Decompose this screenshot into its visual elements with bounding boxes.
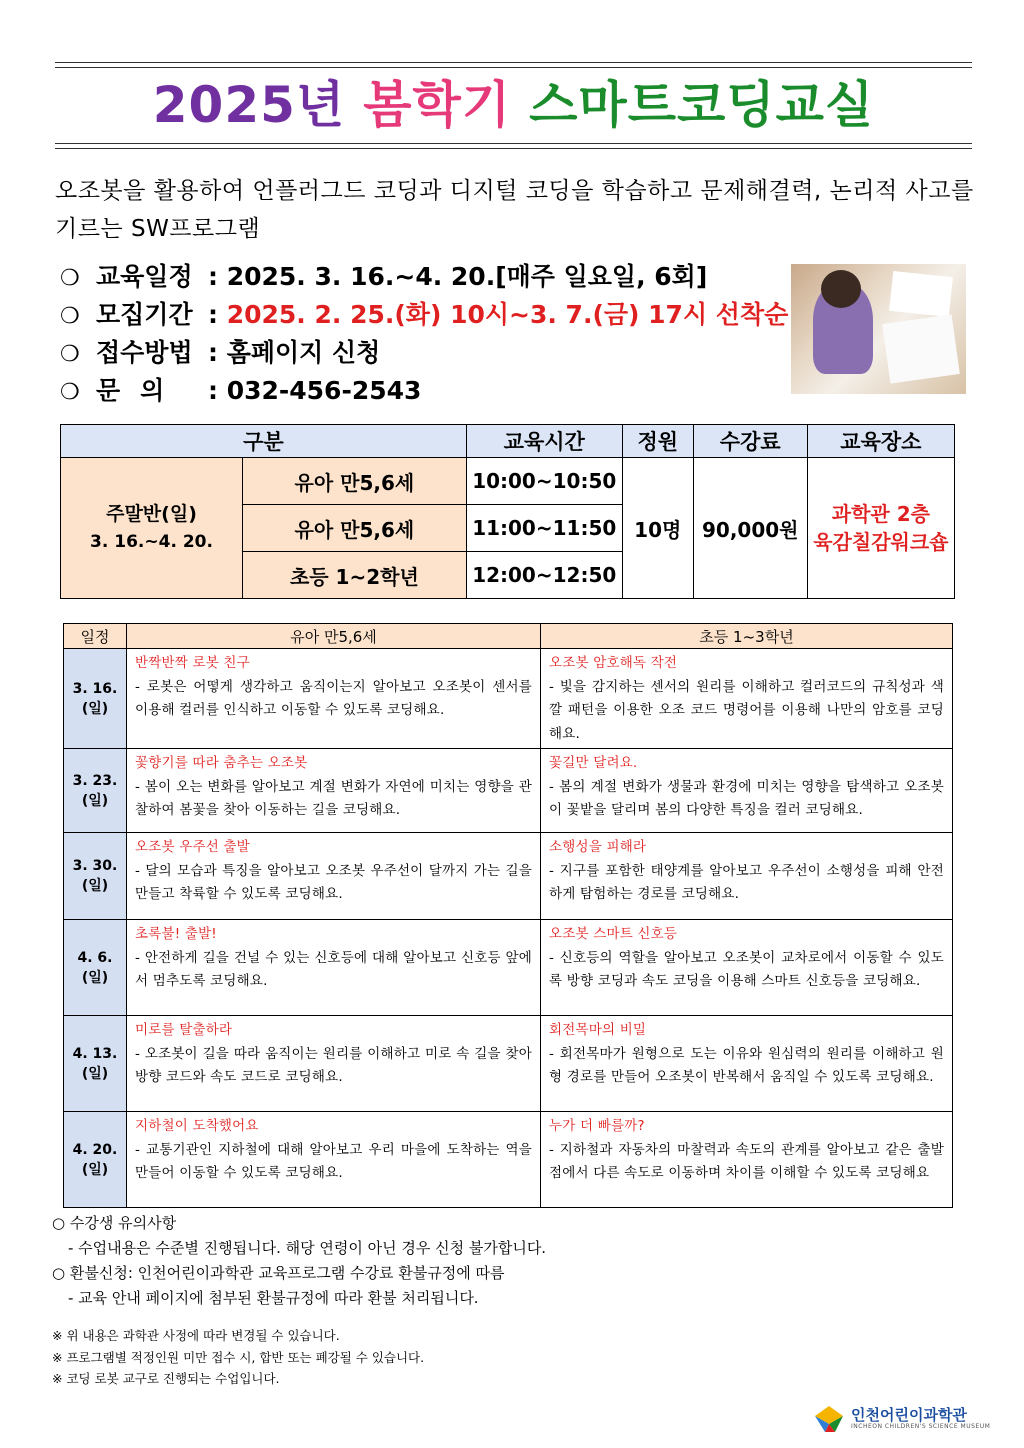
lesson-desc: - 지구를 포함한 태양계를 알아보고 우주선이 소행성을 피해 안전하게 탐험하는 경로를 코딩해요.: [549, 862, 944, 902]
date-cell: [64, 833, 127, 920]
place-line-1: 과학관 2층: [831, 502, 930, 526]
kinder-cell: [127, 833, 541, 920]
table-row: [64, 749, 953, 833]
group-target: 초등 1~2학년: [243, 552, 467, 599]
place-cell: [807, 458, 954, 599]
table-row: [64, 649, 953, 749]
kinder-cell: [127, 749, 541, 833]
top-rule-2: [55, 67, 972, 68]
lesson-title: 꽃길만 달려요.: [549, 755, 638, 771]
day-text: (일): [81, 700, 109, 717]
bullet-icon: ❍: [60, 304, 80, 329]
lesson-title: 오조봇 스마트 신호등: [549, 926, 678, 942]
capacity-cell: 10명: [622, 458, 693, 599]
info-row-recruit: [60, 296, 788, 334]
info-colon: :: [208, 376, 227, 405]
lesson-desc: - 신호등의 역할을 알아보고 오조봇이 교차로에서 이동할 수 있도록 방향 코딩과 속도 코딩을 이용해 스마트 신호등을 코딩해요.: [549, 949, 944, 989]
title-rule-2: [55, 148, 972, 149]
date-cell: [64, 1112, 127, 1208]
table-row: [64, 920, 953, 1016]
fee-cell: 90,000원: [693, 458, 807, 599]
bullet-icon: ❍: [60, 266, 80, 291]
schedule-table: [63, 623, 953, 1208]
lesson-desc: - 봄의 계절 변화가 생물과 환경에 미치는 영향을 탐색하고 오조봇이 꽃밭을 달리며 봄의 다양한 특징을 컬러 코딩해요.: [549, 778, 944, 818]
header-time: 교육시간: [466, 425, 622, 458]
info-row-schedule: [60, 258, 788, 296]
info-value: 032-456-2543: [226, 376, 422, 405]
summary-table: [60, 424, 955, 599]
elementary-cell: [541, 1016, 953, 1112]
info-label: 문의: [96, 376, 185, 405]
lesson-title: 초록불! 출발!: [135, 926, 217, 942]
small-note: ※ 위 내용은 과학관 사정에 따라 변경될 수 있습니다.: [52, 1328, 340, 1343]
intro-text: 오조봇을 활용하여 언플러그드 코딩과 디지털 코딩을 학습하고 문제해결력, 논리적 사고를 기르는 SW프로그램: [55, 178, 974, 242]
date-text: 4. 20.: [72, 1141, 118, 1158]
notes-section: [52, 1211, 546, 1311]
page-title: [55, 72, 972, 138]
museum-logo: [813, 1398, 990, 1438]
date-text: 4. 6.: [77, 949, 113, 966]
small-notes: [52, 1325, 424, 1390]
museum-subname: INCHEON CHILDREN'S SCIENCE MUSEUM: [851, 1422, 991, 1430]
info-value: 2025. 3. 16.~4. 20.[매주 일요일, 6회]: [226, 262, 708, 291]
kinder-cell: [127, 1112, 541, 1208]
lesson-title: 꽃향기를 따라 춤추는 오조봇: [135, 755, 308, 771]
lesson-title: 오조봇 암호해독 작전: [549, 655, 678, 671]
header-category: 구분: [61, 425, 467, 458]
elementary-cell: [541, 920, 953, 1016]
header-date: 일정: [64, 624, 127, 649]
date-text: 3. 16.: [72, 680, 118, 697]
group-time: 12:00~12:50: [466, 552, 622, 599]
lesson-desc: - 회전목마가 원형으로 도는 이유와 원심력의 원리를 이해하고 원형 경로를 만들어 오조봇이 반복해서 움직일 수 있도록 코딩해요.: [549, 1045, 944, 1085]
elementary-cell: [541, 649, 953, 749]
museum-logo-icon: [813, 1402, 845, 1434]
lesson-desc: - 달의 모습과 특징을 알아보고 오조봇 우주선이 달까지 가는 길을 만들고 착륙할 수 있도록 코딩해요.: [135, 862, 532, 902]
elementary-cell: [541, 749, 953, 833]
day-text: (일): [81, 792, 109, 809]
info-list: [60, 258, 788, 410]
info-colon: :: [208, 300, 227, 329]
class-cell: [61, 458, 243, 599]
date-cell: [64, 920, 127, 1016]
lesson-desc: - 봄이 오는 변화를 알아보고 계절 변화가 자연에 미치는 영향을 관찰하여 봄꽃을 찾아 이동하는 길을 코딩해요.: [135, 778, 532, 818]
elementary-cell: [541, 833, 953, 920]
lesson-title: 회전목마의 비밀: [549, 1022, 647, 1038]
table-row: [64, 1016, 953, 1112]
group-target: 유아 만5,6세: [243, 505, 467, 552]
top-rule-1: [55, 62, 972, 63]
lesson-title: 지하철이 도착했어요: [135, 1118, 259, 1134]
lesson-title: 반짝반짝 로봇 친구: [135, 655, 250, 671]
lesson-desc: - 빛을 감지하는 센서의 원리를 이해하고 컬러코드의 규칙성과 색깔 패턴을 이용한 오조 코드 명령어를 이용해 나만의 암호를 코딩해요.: [549, 678, 944, 742]
bullet-icon: ❍: [60, 342, 80, 367]
elementary-cell: [541, 1112, 953, 1208]
info-row-method: [60, 334, 788, 372]
lesson-desc: - 안전하게 길을 건널 수 있는 신호등에 대해 알아보고 신호등 앞에서 멈추도록 코딩해요.: [135, 949, 532, 989]
header-kinder: 유아 만5,6세: [127, 624, 541, 649]
child-coding-photo: [791, 264, 966, 394]
date-text: 3. 30.: [72, 858, 118, 874]
info-colon: :: [208, 338, 227, 367]
date-cell: [64, 1016, 127, 1112]
note-heading: ○ 수강생 유의사항: [52, 1214, 177, 1232]
lesson-desc: - 지하철과 자동차의 마찰력과 속도의 관계를 알아보고 같은 출발점에서 다른 속도로 이동하며 차이를 이해할 수 있도록 코딩해요: [549, 1141, 944, 1181]
class-period: 3. 16.~4. 20.: [90, 532, 213, 552]
group-target: 유아 만5,6세: [243, 458, 467, 505]
lesson-title: 오조봇 우주선 출발: [135, 839, 250, 855]
date-text: 4. 13.: [72, 1045, 118, 1062]
title-year: 2025년: [152, 76, 346, 134]
title-program: 스마트코딩교실: [529, 76, 875, 134]
lesson-title: 소행성을 피해라: [549, 839, 647, 855]
lesson-desc: - 교통기관인 지하철에 대해 알아보고 우리 마을에 도착하는 역을 만들어 이동할 수 있도록 코딩해요.: [135, 1141, 532, 1181]
date-cell: [64, 749, 127, 833]
header-place: 교육장소: [807, 425, 954, 458]
day-text: (일): [81, 969, 109, 986]
group-time: 10:00~10:50: [466, 458, 622, 505]
kinder-cell: [127, 1016, 541, 1112]
header-fee: 수강료: [693, 425, 807, 458]
info-label: 접수방법: [96, 338, 193, 367]
header-elementary: 초등 1~3학년: [541, 624, 953, 649]
table-row: [64, 833, 953, 920]
date-text: 3. 23.: [72, 772, 118, 789]
lesson-title: 미로를 탈출하라: [135, 1022, 233, 1038]
note-heading: ○ 환불신청: 인천어린이과학관 교육프로그램 수강료 환불규정에 따름: [52, 1264, 505, 1282]
title-semester: 봄학기: [363, 76, 512, 134]
date-cell: [64, 649, 127, 749]
museum-name: 인천어린이과학관: [851, 1405, 967, 1424]
info-value: 2025. 2. 25.(화) 10시~3. 7.(금) 17시 선착순: [226, 300, 789, 329]
day-text: (일): [81, 1161, 109, 1178]
photo-paper: [889, 271, 953, 317]
info-row-contact: [60, 372, 788, 410]
place-line-2: 육감칠감워크숍: [813, 530, 949, 554]
day-text: (일): [81, 878, 109, 894]
info-label: 모집기간: [96, 300, 193, 329]
note-item: - 수업내용은 수준별 진행됩니다. 해당 연령이 아닌 경우 신청 불가합니다.: [68, 1239, 547, 1257]
photo-paper: [882, 314, 960, 383]
lesson-title: 누가 더 빠를까?: [549, 1118, 645, 1134]
small-note: ※ 프로그램별 적정인원 미만 접수 시, 합반 또는 폐강될 수 있습니다.: [52, 1349, 425, 1365]
info-colon: :: [208, 262, 227, 291]
table-row: [64, 1112, 953, 1208]
title-rule-1: [55, 143, 972, 144]
kinder-cell: [127, 920, 541, 1016]
photo-child-head: [821, 270, 861, 308]
info-value: 홈페이지 신청: [226, 338, 381, 367]
lesson-desc: - 로봇은 어떻게 생각하고 움직이는지 알아보고 오조봇이 센서를 이용해 컬러를 인식하고 이동할 수 있도록 코딩해요.: [135, 678, 532, 718]
day-text: (일): [81, 1065, 109, 1082]
info-label: 교육일정: [96, 262, 193, 291]
kinder-cell: [127, 649, 541, 749]
note-item: - 교육 안내 페이지에 첨부된 환불규정에 따라 환불 처리됩니다.: [68, 1289, 479, 1307]
group-time: 11:00~11:50: [466, 505, 622, 552]
header-capacity: 정원: [622, 425, 693, 458]
small-note: ※ 코딩 로봇 교구로 진행되는 수업입니다.: [52, 1371, 280, 1386]
bullet-icon: ❍: [60, 380, 80, 405]
lesson-desc: - 오조봇이 길을 따라 움직이는 원리를 이해하고 미로 속 길을 찾아 방향 코드와 속도 코드로 코딩해요.: [135, 1045, 532, 1085]
class-name: 주말반(일): [106, 503, 197, 525]
